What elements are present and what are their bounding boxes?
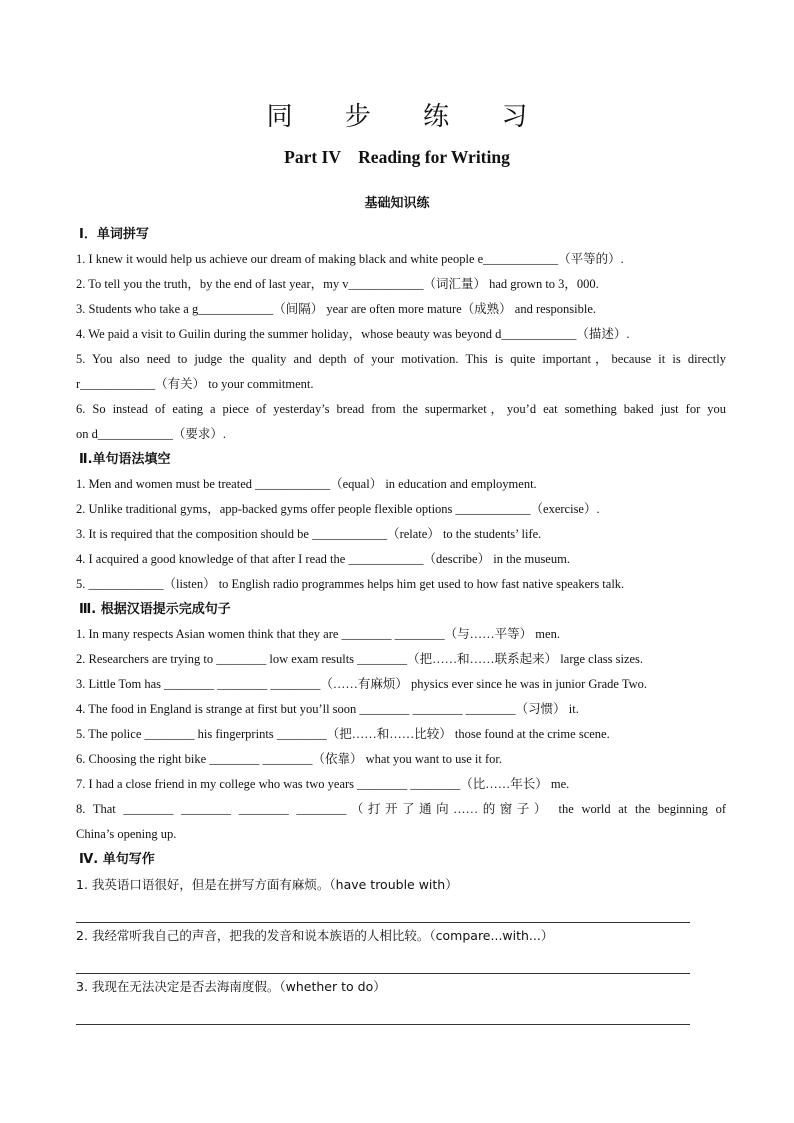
section-heading-4: Ⅳ. 单句写作 [79, 852, 155, 867]
exercise-line: 1. Men and women must be treated ____________（equal） in education and employment. [76, 477, 537, 491]
page-subtitle: Part IV Reading for Writing [284, 147, 510, 167]
writing-prompt: 2. 我经常听我自己的声音，把我的发音和说本族语的人相比较。（compare...with...） [76, 928, 554, 943]
exercise-line: 1. In many respects Asian women think that they are ________ ________（与……平等） men. [76, 627, 560, 641]
writing-prompt: 1. 我英语口语很好，但是在拼写方面有麻烦。（have trouble with） [76, 877, 458, 892]
exercise-line: 4. I acquired a good knowledge of that after I read the ____________（describe） in the museum. [76, 552, 570, 566]
answer-line[interactable] [76, 897, 690, 923]
exercise-line: 7. I had a close friend in my college who was two years ________ ________（比……年长） me. [76, 777, 570, 791]
exercise-line: 2. To tell you the truth，by the end of last year，my v____________（词汇量） had grown to 3，000. [76, 277, 599, 291]
page-title: 同 步 练 习 [266, 102, 550, 132]
section-heading-1: Ⅰ．单词拼写 [79, 227, 149, 242]
exercise-line: 5. You also need to judge the quality and depth of your motivation. This is quite important，because it is directly [76, 352, 726, 366]
exercise-line: 6. Choosing the right bike ________ ________（依靠） what you want to use it for. [76, 752, 503, 766]
exercise-line: 4. We paid a visit to Guilin during the summer holiday，whose beauty was beyond d____________（描述）. [76, 327, 630, 341]
exercise-line: 3. Students who take a g____________（间隔） year are often more mature（成熟） and responsible. [76, 302, 597, 316]
exercise-line: 8. That ________ ________ ________ ________（打开了通向……的窗子） the world at the beginning of [76, 802, 726, 816]
exercise-line: 2. Researchers are trying to ________ low exam results ________（把……和……联系起来） large class sizes. [76, 652, 644, 666]
section-heading-2: Ⅱ.单句语法填空 [79, 452, 171, 467]
exercise-line: 2. Unlike traditional gyms，app-backed gyms offer people flexible options ____________（exercise）. [76, 502, 600, 516]
exercise-line: China’s opening up. [76, 827, 177, 841]
section-heading-3: Ⅲ. 根据汉语提示完成句子 [79, 602, 231, 617]
exercise-content [76, 222, 726, 1025]
exercise-line: 5. The police ________ his fingerprints ________（把……和……比较） those found at the crime scene. [76, 727, 610, 741]
exercise-line: 6. So instead of eating a piece of yesterday’s bread from the supermarket，you’d eat something baked just for you [76, 402, 726, 416]
answer-line[interactable] [76, 999, 690, 1025]
exercise-line: 4. The food in England is strange at first but you’ll soon ________ ________ ________（习惯） it. [76, 702, 579, 716]
answer-line[interactable] [76, 948, 690, 974]
exercise-line: 1. I knew it would help us achieve our dream of making black and white people e____________（平等的）. [76, 252, 624, 266]
exercise-line: r____________（有关） to your commitment. [76, 377, 314, 391]
exercise-line: 3. Little Tom has ________ ________ ________（……有麻烦） physics ever since he was in junior Grade Two. [76, 677, 647, 691]
exercise-line: 5. ____________（listen） to English radio programmes helps him get used to how fast native speakers talk. [76, 577, 625, 591]
exercise-line: 3. It is required that the composition should be ____________（relate） to the students’ life. [76, 527, 542, 541]
writing-prompt: 3. 我现在无法决定是否去海南度假。（whether to do） [76, 979, 386, 994]
section-group-heading: 基础知识练 [364, 196, 430, 211]
exercise-line: on d____________（要求）. [76, 427, 227, 441]
